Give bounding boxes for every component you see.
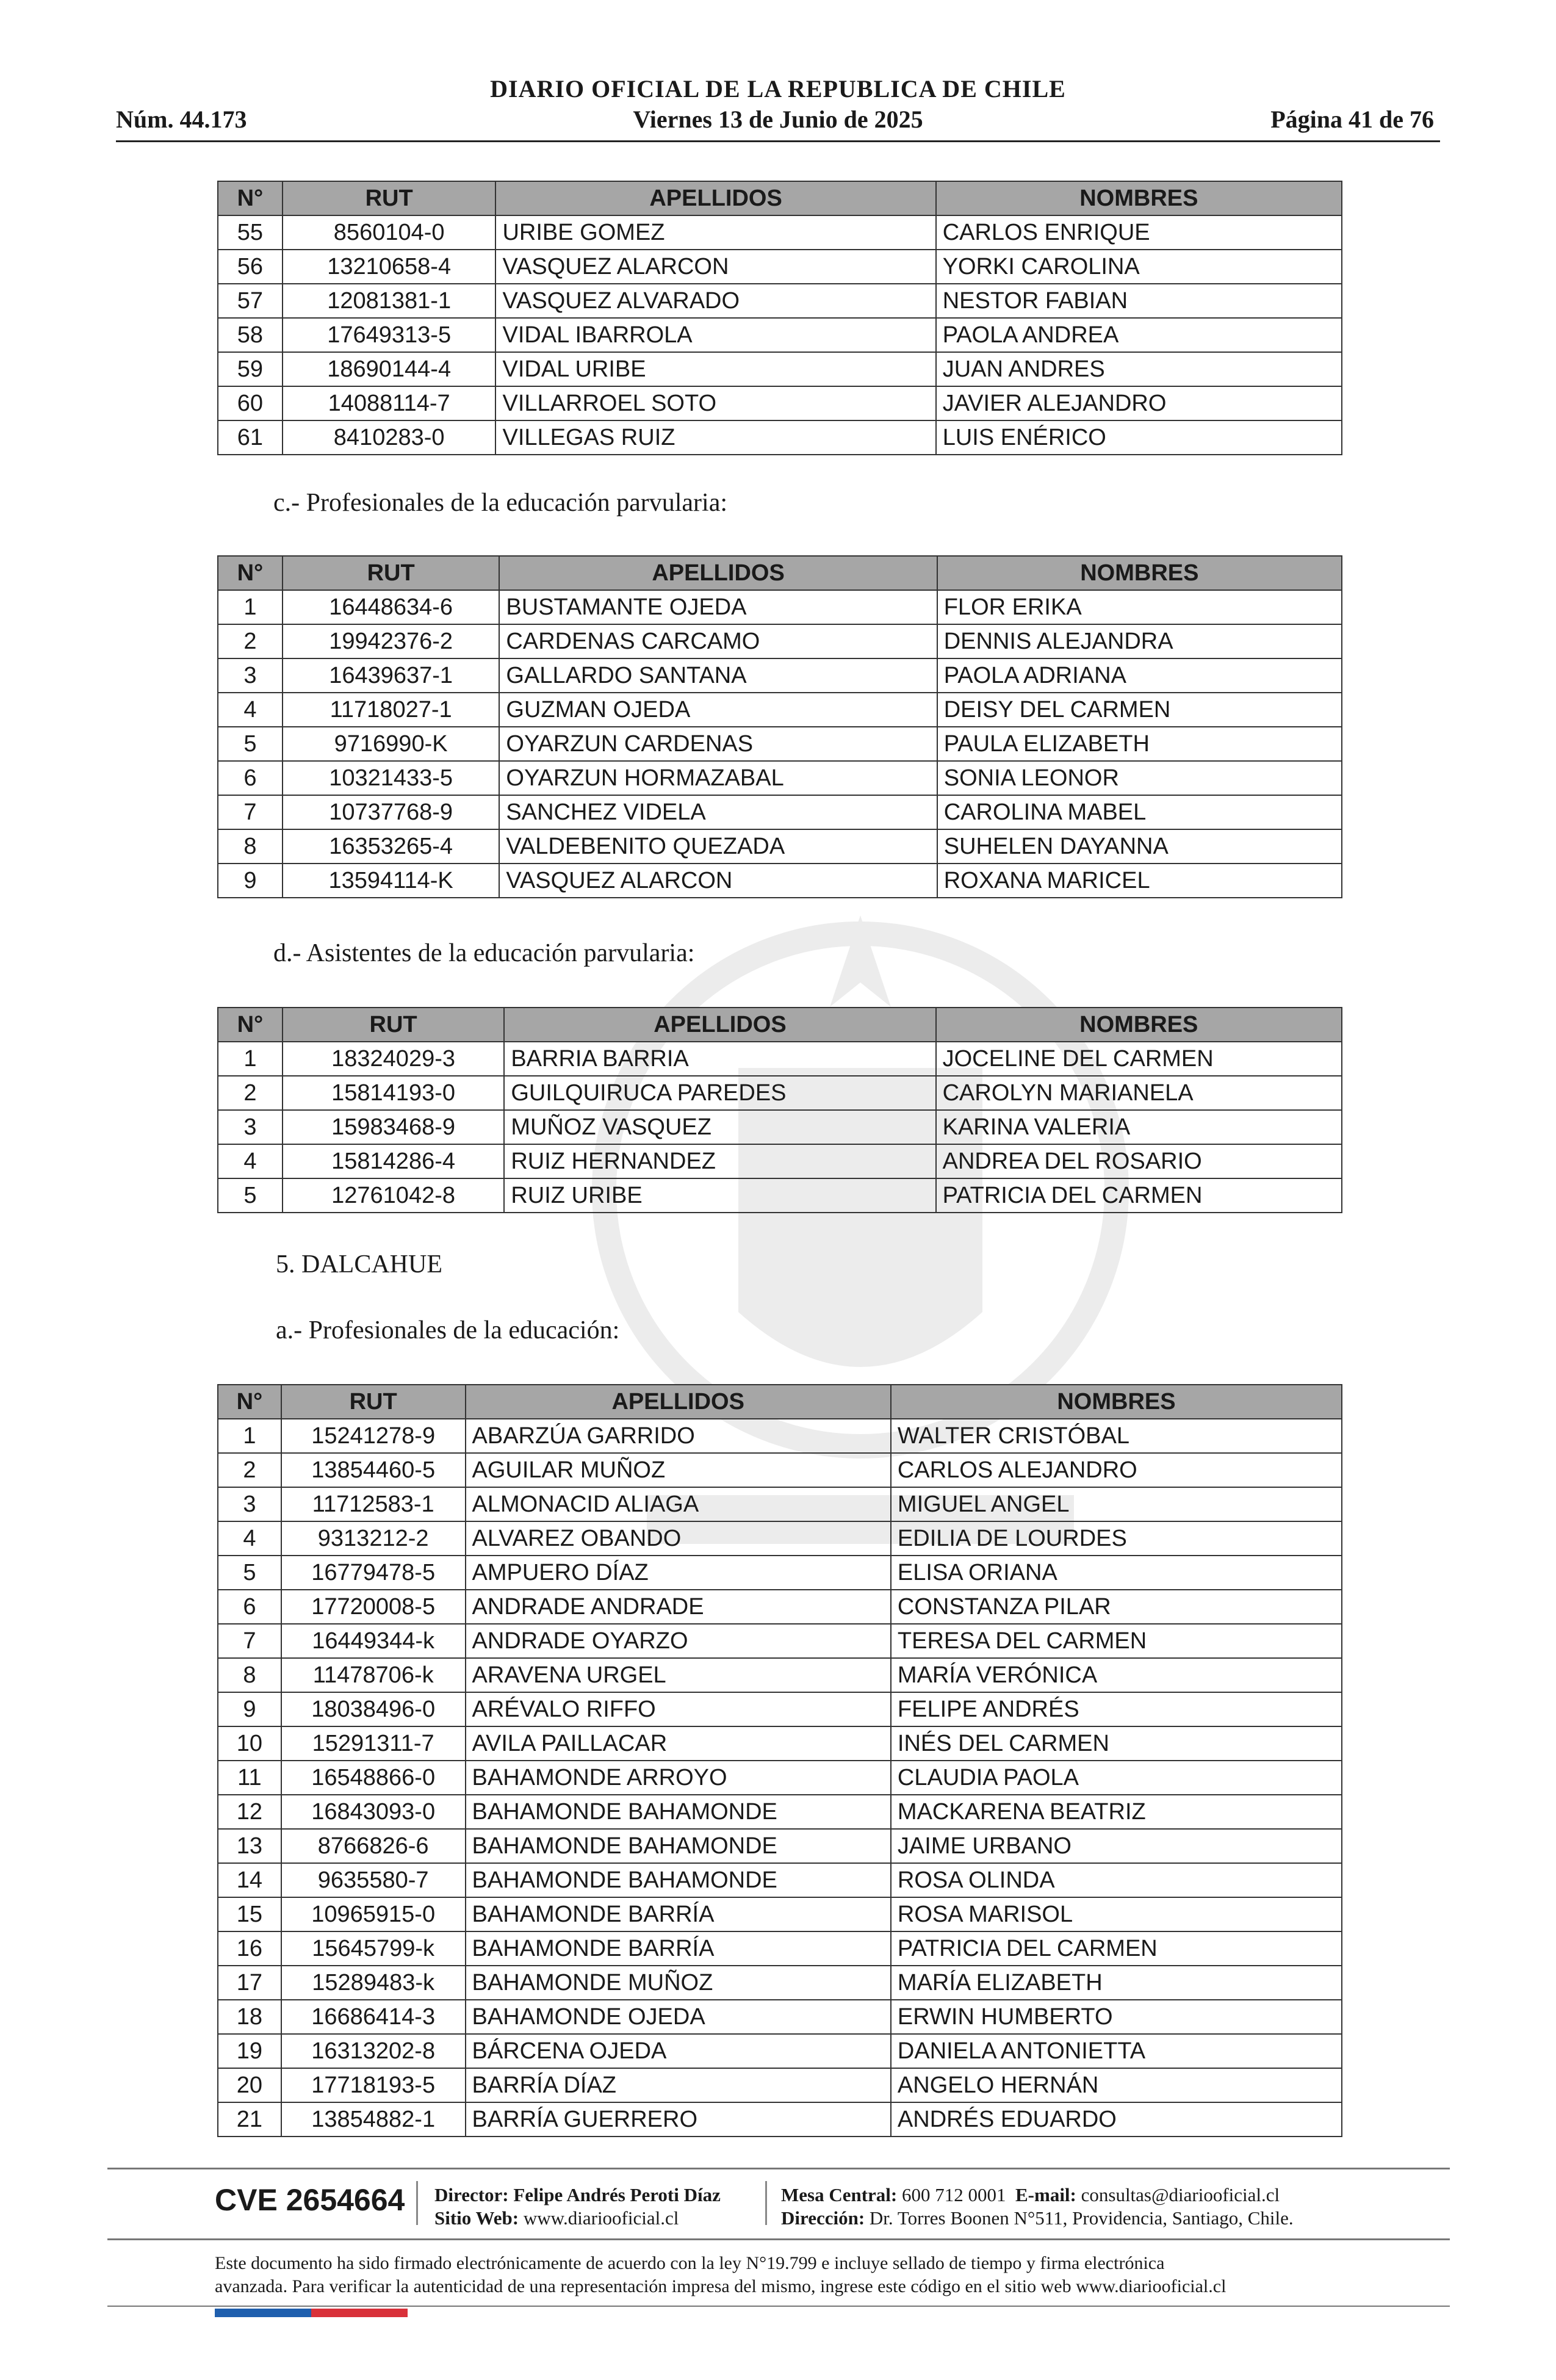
cell-rut: 12761042-8 bbox=[283, 1178, 505, 1213]
cell-rut: 13594114-K bbox=[283, 864, 500, 898]
cell-apellidos: VASQUEZ ALARCON bbox=[495, 250, 935, 284]
table-row bbox=[218, 1144, 1342, 1178]
cell-nombres: DENNIS ALEJANDRA bbox=[937, 624, 1342, 658]
cell-rut: 16448634-6 bbox=[283, 590, 500, 624]
cell-apellidos: RUIZ URIBE bbox=[504, 1178, 935, 1213]
cell-apellidos: BAHAMONDE MUÑOZ bbox=[466, 1966, 891, 2000]
cell-apellidos: AVILA PAILLACAR bbox=[466, 1726, 891, 1761]
table-row bbox=[218, 1419, 1342, 1453]
cell-apellidos: BAHAMONDE BAHAMONDE bbox=[466, 1863, 891, 1897]
col-header-number: N° bbox=[218, 181, 283, 215]
cell-apellidos: AGUILAR MUÑOZ bbox=[466, 1453, 891, 1487]
col-header-number: N° bbox=[218, 556, 283, 590]
cell-number: 60 bbox=[218, 386, 283, 420]
cell-apellidos: VILLEGAS RUIZ bbox=[495, 420, 935, 455]
cell-apellidos: AMPUERO DÍAZ bbox=[466, 1556, 891, 1590]
table-row bbox=[218, 352, 1342, 386]
cell-number: 6 bbox=[218, 1590, 281, 1624]
cell-rut: 15291311-7 bbox=[281, 1726, 466, 1761]
cell-number: 9 bbox=[218, 1692, 281, 1726]
cell-apellidos: ANDRADE ANDRADE bbox=[466, 1590, 891, 1624]
cell-rut: 19942376-2 bbox=[283, 624, 500, 658]
cell-nombres: PATRICIA DEL CARMEN bbox=[891, 1931, 1342, 1966]
cell-nombres: JAVIER ALEJANDRO bbox=[936, 386, 1342, 420]
cell-number: 18 bbox=[218, 2000, 281, 2034]
cell-apellidos: BAHAMONDE BAHAMONDE bbox=[466, 1795, 891, 1829]
cell-nombres: CLAUDIA PAOLA bbox=[891, 1761, 1342, 1795]
cell-rut: 15241278-9 bbox=[281, 1419, 466, 1453]
cell-number: 14 bbox=[218, 1863, 281, 1897]
cell-number: 7 bbox=[218, 795, 283, 829]
cell-nombres: ROSA MARISOL bbox=[891, 1897, 1342, 1931]
table-row bbox=[218, 318, 1342, 352]
email-link[interactable]: consultas@diariooficial.cl bbox=[1081, 2184, 1280, 2205]
cell-number: 2 bbox=[218, 624, 283, 658]
cell-nombres: JUAN ANDRES bbox=[936, 352, 1342, 386]
email-label: E-mail: bbox=[1015, 2184, 1076, 2205]
col-header-nombres: NOMBRES bbox=[936, 1008, 1342, 1042]
cell-number: 17 bbox=[218, 1966, 281, 2000]
legal-line-1: Este documento ha sido firmado electrónicamente de acuerdo con la ley N°19.799 e incluye sellado de tiempo y firma electrónica bbox=[215, 2253, 1165, 2273]
cell-number: 57 bbox=[218, 284, 283, 318]
table-header-row bbox=[218, 1008, 1342, 1042]
cell-number: 2 bbox=[218, 1076, 283, 1110]
gazette-title: DIARIO OFICIAL DE LA REPUBLICA DE CHILE bbox=[490, 75, 1066, 103]
table-header-row bbox=[218, 181, 1342, 215]
cell-apellidos: BUSTAMANTE OJEDA bbox=[499, 590, 937, 624]
cell-nombres: DANIELA ANTONIETTA bbox=[891, 2034, 1342, 2068]
cell-nombres: MARÍA ELIZABETH bbox=[891, 1966, 1342, 2000]
cell-nombres: SONIA LEONOR bbox=[937, 761, 1342, 795]
cve-code: CVE 2654664 bbox=[215, 2183, 405, 2217]
cell-rut: 10321433-5 bbox=[283, 761, 500, 795]
cell-rut: 16779478-5 bbox=[281, 1556, 466, 1590]
table-row bbox=[218, 1761, 1342, 1795]
cell-number: 15 bbox=[218, 1897, 281, 1931]
header-divider bbox=[116, 140, 1440, 142]
cell-rut: 16313202-8 bbox=[281, 2034, 466, 2068]
table-row bbox=[218, 1590, 1342, 1624]
table-continued-list bbox=[217, 181, 1342, 455]
cell-number: 8 bbox=[218, 829, 283, 864]
issue-date: Viernes 13 de Junio de 2025 bbox=[633, 106, 923, 133]
cell-number: 4 bbox=[218, 693, 283, 727]
cell-rut: 12081381-1 bbox=[283, 284, 496, 318]
table-row bbox=[218, 1453, 1342, 1487]
cell-number: 2 bbox=[218, 1453, 281, 1487]
col-header-apellidos: APELLIDOS bbox=[504, 1008, 935, 1042]
cell-rut: 13854882-1 bbox=[281, 2102, 466, 2137]
cell-rut: 11712583-1 bbox=[281, 1487, 466, 1521]
legal-notice bbox=[215, 2252, 1374, 2298]
cell-apellidos: GUZMAN OJEDA bbox=[499, 693, 937, 727]
cell-apellidos: BAHAMONDE OJEDA bbox=[466, 2000, 891, 2034]
website-link[interactable]: www.diariooficial.cl bbox=[523, 2207, 679, 2229]
cell-number: 6 bbox=[218, 761, 283, 795]
section-heading-dalcahue: 5. DALCAHUE bbox=[276, 1250, 442, 1278]
table-row bbox=[218, 1726, 1342, 1761]
section-heading-d: d.- Asistentes de la educación parvularia: bbox=[273, 939, 695, 967]
cell-rut: 16449344-k bbox=[281, 1624, 466, 1658]
cell-rut: 13854460-5 bbox=[281, 1453, 466, 1487]
cell-number: 3 bbox=[218, 1487, 281, 1521]
table-row bbox=[218, 250, 1342, 284]
cell-rut: 10965915-0 bbox=[281, 1897, 466, 1931]
col-header-apellidos: APELLIDOS bbox=[495, 181, 935, 215]
col-header-nombres: NOMBRES bbox=[936, 181, 1342, 215]
table-row bbox=[218, 2102, 1342, 2137]
cell-number: 5 bbox=[218, 1178, 283, 1213]
cell-rut: 18038496-0 bbox=[281, 1692, 466, 1726]
table-row bbox=[218, 1624, 1342, 1658]
issue-number: Núm. 44.173 bbox=[116, 106, 247, 133]
cell-apellidos: BÁRCENA OJEDA bbox=[466, 2034, 891, 2068]
cell-apellidos: ALMONACID ALIAGA bbox=[466, 1487, 891, 1521]
table-parvularia-profesionales bbox=[217, 555, 1342, 898]
footer-divider-top bbox=[107, 2168, 1450, 2169]
cell-rut: 18324029-3 bbox=[283, 1042, 505, 1076]
table-row bbox=[218, 284, 1342, 318]
cell-rut: 11718027-1 bbox=[283, 693, 500, 727]
table-row bbox=[218, 1658, 1342, 1692]
cell-apellidos: BARRÍA GUERRERO bbox=[466, 2102, 891, 2137]
cell-number: 1 bbox=[218, 590, 283, 624]
cell-nombres: WALTER CRISTÓBAL bbox=[891, 1419, 1342, 1453]
table-row bbox=[218, 1966, 1342, 2000]
col-header-rut: RUT bbox=[283, 1008, 505, 1042]
col-header-rut: RUT bbox=[281, 1385, 466, 1419]
section-heading-c: c.- Profesionales de la educación parvularia: bbox=[273, 489, 728, 517]
director-label: Director: bbox=[434, 2184, 509, 2205]
cell-rut: 9635580-7 bbox=[281, 1863, 466, 1897]
table-row bbox=[218, 2068, 1342, 2102]
footer-separator bbox=[765, 2181, 767, 2225]
cell-apellidos: SANCHEZ VIDELA bbox=[499, 795, 937, 829]
cell-apellidos: ANDRADE OYARZO bbox=[466, 1624, 891, 1658]
table-row bbox=[218, 1178, 1342, 1213]
table-row bbox=[218, 1795, 1342, 1829]
table-row bbox=[218, 2034, 1342, 2068]
cell-nombres: KARINA VALERIA bbox=[936, 1110, 1342, 1144]
table-row bbox=[218, 1829, 1342, 1863]
cell-number: 5 bbox=[218, 1556, 281, 1590]
cell-rut: 16439637-1 bbox=[283, 658, 500, 693]
cell-rut: 10737768-9 bbox=[283, 795, 500, 829]
cell-apellidos: BARRÍA DÍAZ bbox=[466, 2068, 891, 2102]
cell-number: 12 bbox=[218, 1795, 281, 1829]
cell-number: 61 bbox=[218, 420, 283, 455]
cell-rut: 17649313-5 bbox=[283, 318, 496, 352]
cell-apellidos: VALDEBENITO QUEZADA bbox=[499, 829, 937, 864]
cell-rut: 14088114-7 bbox=[283, 386, 496, 420]
cell-nombres: FELIPE ANDRÉS bbox=[891, 1692, 1342, 1726]
cell-apellidos: ABARZÚA GARRIDO bbox=[466, 1419, 891, 1453]
legal-line-2: avanzada. Para verificar la autenticidad de una representación impresa del mismo, ingrese este código en el sitio web www.diariooficial.cl bbox=[215, 2276, 1226, 2296]
section-heading-a: a.- Profesionales de la educación: bbox=[276, 1316, 620, 1344]
cell-apellidos: BARRIA BARRIA bbox=[504, 1042, 935, 1076]
cell-apellidos: RUIZ HERNANDEZ bbox=[504, 1144, 935, 1178]
web-label: Sitio Web: bbox=[434, 2207, 519, 2229]
cell-nombres: ERWIN HUMBERTO bbox=[891, 2000, 1342, 2034]
cell-apellidos: OYARZUN HORMAZABAL bbox=[499, 761, 937, 795]
cell-number: 55 bbox=[218, 215, 283, 250]
table-row bbox=[218, 1897, 1342, 1931]
cell-rut: 11478706-k bbox=[281, 1658, 466, 1692]
cell-nombres: YORKI CAROLINA bbox=[936, 250, 1342, 284]
cell-nombres: FLOR ERIKA bbox=[937, 590, 1342, 624]
cell-apellidos: GALLARDO SANTANA bbox=[499, 658, 937, 693]
cell-rut: 15645799-k bbox=[281, 1931, 466, 1966]
table-row bbox=[218, 829, 1342, 864]
table-row bbox=[218, 1076, 1342, 1110]
cell-number: 1 bbox=[218, 1042, 283, 1076]
cell-number: 56 bbox=[218, 250, 283, 284]
cell-number: 7 bbox=[218, 1624, 281, 1658]
col-header-nombres: NOMBRES bbox=[891, 1385, 1342, 1419]
table-row bbox=[218, 590, 1342, 624]
table-row bbox=[218, 1487, 1342, 1521]
table-header-row bbox=[218, 556, 1342, 590]
flag-stripe bbox=[215, 2309, 408, 2317]
cell-number: 13 bbox=[218, 1829, 281, 1863]
cell-apellidos: VIDAL URIBE bbox=[495, 352, 935, 386]
cell-number: 9 bbox=[218, 864, 283, 898]
table-row bbox=[218, 693, 1342, 727]
table-row bbox=[218, 1863, 1342, 1897]
cell-nombres: INÉS DEL CARMEN bbox=[891, 1726, 1342, 1761]
cell-nombres: ANDREA DEL ROSARIO bbox=[936, 1144, 1342, 1178]
cell-number: 3 bbox=[218, 1110, 283, 1144]
cell-rut: 17718193-5 bbox=[281, 2068, 466, 2102]
footer-separator bbox=[416, 2181, 418, 2225]
table-row bbox=[218, 1521, 1342, 1556]
cell-apellidos: BAHAMONDE BAHAMONDE bbox=[466, 1829, 891, 1863]
table-row bbox=[218, 215, 1342, 250]
cell-number: 59 bbox=[218, 352, 283, 386]
cell-nombres: ANDRÉS EDUARDO bbox=[891, 2102, 1342, 2137]
cell-rut: 8766826-6 bbox=[281, 1829, 466, 1863]
cell-nombres: TERESA DEL CARMEN bbox=[891, 1624, 1342, 1658]
cell-rut: 15814286-4 bbox=[283, 1144, 505, 1178]
cell-nombres: MACKARENA BEATRIZ bbox=[891, 1795, 1342, 1829]
cell-rut: 16843093-0 bbox=[281, 1795, 466, 1829]
cell-apellidos: VIDAL IBARROLA bbox=[495, 318, 935, 352]
cell-rut: 15983468-9 bbox=[283, 1110, 505, 1144]
cell-rut: 15814193-0 bbox=[283, 1076, 505, 1110]
cell-apellidos: ARAVENA URGEL bbox=[466, 1658, 891, 1692]
cell-rut: 9313212-2 bbox=[281, 1521, 466, 1556]
footer-divider-middle bbox=[107, 2238, 1450, 2240]
col-header-rut: RUT bbox=[283, 181, 496, 215]
table-row bbox=[218, 624, 1342, 658]
footer-divider-bottom bbox=[107, 2306, 1450, 2307]
table-row bbox=[218, 1042, 1342, 1076]
cell-nombres: SUHELEN DAYANNA bbox=[937, 829, 1342, 864]
cell-nombres: MIGUEL ANGEL bbox=[891, 1487, 1342, 1521]
cell-rut: 18690144-4 bbox=[283, 352, 496, 386]
cell-number: 19 bbox=[218, 2034, 281, 2068]
cell-nombres: JAIME URBANO bbox=[891, 1829, 1342, 1863]
cell-nombres: LUIS ENÉRICO bbox=[936, 420, 1342, 455]
director-name: Felipe Andrés Peroti Díaz bbox=[513, 2184, 721, 2205]
table-row bbox=[218, 386, 1342, 420]
cell-apellidos: OYARZUN CARDENAS bbox=[499, 727, 937, 761]
cell-number: 3 bbox=[218, 658, 283, 693]
direccion-value: Dr. Torres Boonen N°511, Providencia, Santiago, Chile. bbox=[869, 2207, 1294, 2229]
cell-nombres: CARLOS ALEJANDRO bbox=[891, 1453, 1342, 1487]
cell-apellidos: GUILQUIRUCA PAREDES bbox=[504, 1076, 935, 1110]
cell-nombres: ROXANA MARICEL bbox=[937, 864, 1342, 898]
cell-apellidos: VASQUEZ ALARCON bbox=[499, 864, 937, 898]
col-header-apellidos: APELLIDOS bbox=[499, 556, 937, 590]
table-row bbox=[218, 2000, 1342, 2034]
cell-apellidos: URIBE GOMEZ bbox=[495, 215, 935, 250]
cell-number: 16 bbox=[218, 1931, 281, 1966]
cell-nombres: PAULA ELIZABETH bbox=[937, 727, 1342, 761]
table-row bbox=[218, 1692, 1342, 1726]
table-row bbox=[218, 1931, 1342, 1966]
cell-nombres: JOCELINE DEL CARMEN bbox=[936, 1042, 1342, 1076]
cell-nombres: NESTOR FABIAN bbox=[936, 284, 1342, 318]
page-number: Página 41 de 76 bbox=[1270, 106, 1434, 133]
cell-rut: 16686414-3 bbox=[281, 2000, 466, 2034]
cell-nombres: MARÍA VERÓNICA bbox=[891, 1658, 1342, 1692]
flag-red-bar bbox=[311, 2309, 408, 2317]
footer-contact-block bbox=[781, 2183, 1294, 2230]
table-row bbox=[218, 864, 1342, 898]
cell-apellidos: CARDENAS CARCAMO bbox=[499, 624, 937, 658]
cell-nombres: ROSA OLINDA bbox=[891, 1863, 1342, 1897]
flag-blue-bar bbox=[215, 2309, 311, 2317]
direccion-label: Dirección: bbox=[781, 2207, 865, 2229]
table-parvularia-asistentes bbox=[217, 1007, 1342, 1213]
cell-rut: 16353265-4 bbox=[283, 829, 500, 864]
cell-number: 11 bbox=[218, 1761, 281, 1795]
cell-apellidos: VILLARROEL SOTO bbox=[495, 386, 935, 420]
table-row bbox=[218, 761, 1342, 795]
cell-apellidos: ARÉVALO RIFFO bbox=[466, 1692, 891, 1726]
footer-director-block bbox=[434, 2183, 721, 2230]
cell-number: 58 bbox=[218, 318, 283, 352]
table-row bbox=[218, 658, 1342, 693]
cell-nombres: PAOLA ADRIANA bbox=[937, 658, 1342, 693]
cell-number: 8 bbox=[218, 1658, 281, 1692]
table-row bbox=[218, 1556, 1342, 1590]
cell-apellidos: BAHAMONDE ARROYO bbox=[466, 1761, 891, 1795]
cell-number: 5 bbox=[218, 727, 283, 761]
cell-number: 20 bbox=[218, 2068, 281, 2102]
cell-nombres: EDILIA DE LOURDES bbox=[891, 1521, 1342, 1556]
cell-nombres: ELISA ORIANA bbox=[891, 1556, 1342, 1590]
cell-nombres: CAROLINA MABEL bbox=[937, 795, 1342, 829]
col-header-number: N° bbox=[218, 1385, 281, 1419]
cell-rut: 16548866-0 bbox=[281, 1761, 466, 1795]
table-row bbox=[218, 727, 1342, 761]
cell-apellidos: BAHAMONDE BARRÍA bbox=[466, 1897, 891, 1931]
col-header-number: N° bbox=[218, 1008, 283, 1042]
cell-apellidos: BAHAMONDE BARRÍA bbox=[466, 1931, 891, 1966]
cell-number: 21 bbox=[218, 2102, 281, 2137]
cell-rut: 8560104-0 bbox=[283, 215, 496, 250]
col-header-rut: RUT bbox=[283, 556, 500, 590]
cell-number: 1 bbox=[218, 1419, 281, 1453]
cell-nombres: CAROLYN MARIANELA bbox=[936, 1076, 1342, 1110]
cell-number: 4 bbox=[218, 1144, 283, 1178]
cell-rut: 17720008-5 bbox=[281, 1590, 466, 1624]
cell-number: 4 bbox=[218, 1521, 281, 1556]
cell-rut: 8410283-0 bbox=[283, 420, 496, 455]
cell-rut: 13210658-4 bbox=[283, 250, 496, 284]
cell-apellidos: VASQUEZ ALVARADO bbox=[495, 284, 935, 318]
col-header-apellidos: APELLIDOS bbox=[466, 1385, 891, 1419]
table-row bbox=[218, 795, 1342, 829]
table-row bbox=[218, 1110, 1342, 1144]
mesa-phone: 600 712 0001 bbox=[902, 2184, 1006, 2205]
table-row bbox=[218, 420, 1342, 455]
mesa-label: Mesa Central: bbox=[781, 2184, 898, 2205]
col-header-nombres: NOMBRES bbox=[937, 556, 1342, 590]
cell-nombres: CONSTANZA PILAR bbox=[891, 1590, 1342, 1624]
cell-apellidos: MUÑOZ VASQUEZ bbox=[504, 1110, 935, 1144]
cell-nombres: CARLOS ENRIQUE bbox=[936, 215, 1342, 250]
table-header-row bbox=[218, 1385, 1342, 1419]
cell-nombres: DEISY DEL CARMEN bbox=[937, 693, 1342, 727]
cell-number: 10 bbox=[218, 1726, 281, 1761]
cell-nombres: ANGELO HERNÁN bbox=[891, 2068, 1342, 2102]
cell-nombres: PAOLA ANDREA bbox=[936, 318, 1342, 352]
table-dalcahue-profesionales bbox=[217, 1384, 1342, 2137]
cell-apellidos: ALVAREZ OBANDO bbox=[466, 1521, 891, 1556]
cell-nombres: PATRICIA DEL CARMEN bbox=[936, 1178, 1342, 1213]
cell-rut: 15289483-k bbox=[281, 1966, 466, 2000]
cell-rut: 9716990-K bbox=[283, 727, 500, 761]
